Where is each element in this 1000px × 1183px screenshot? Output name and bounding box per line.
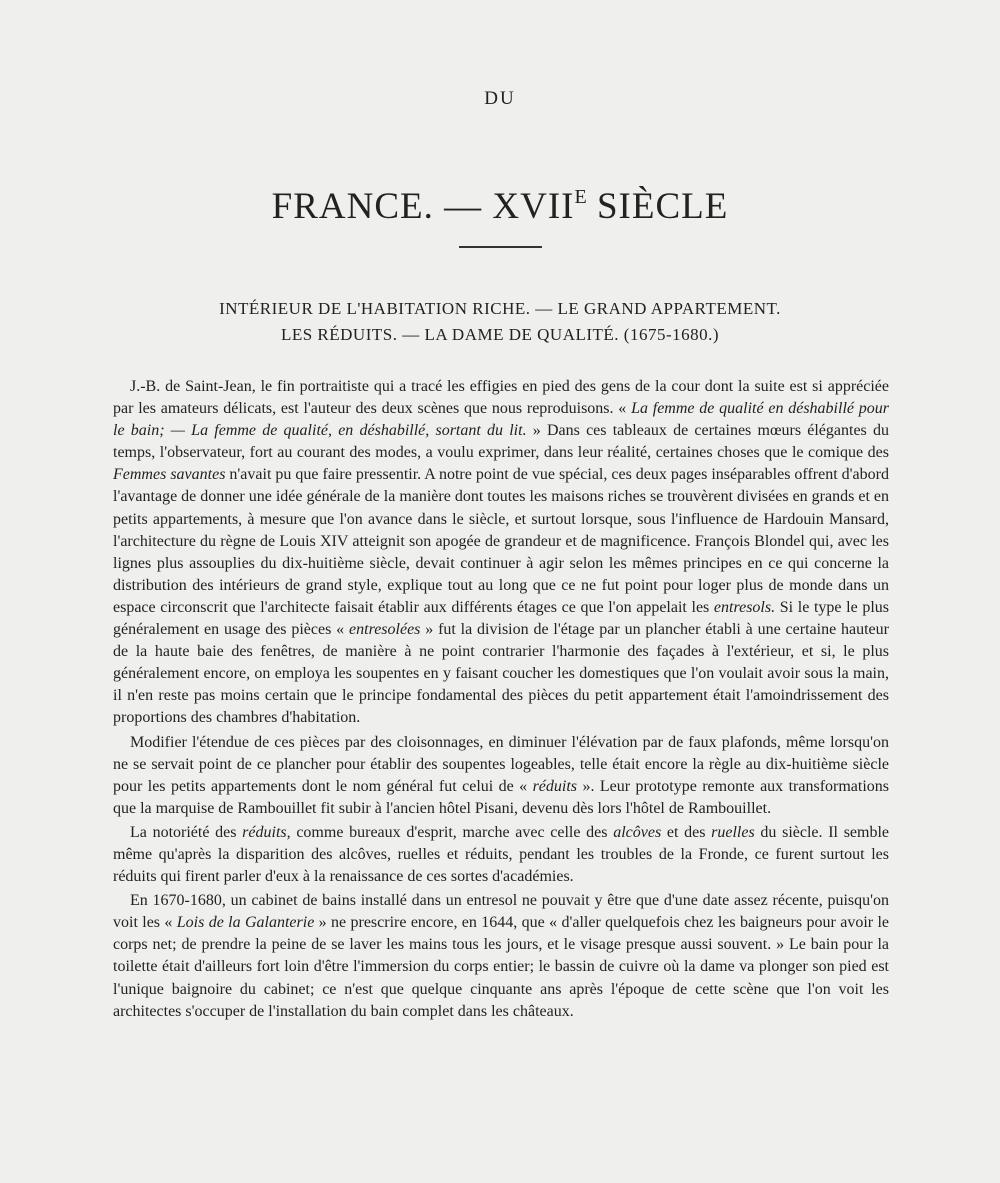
text-run: » Dans ces tableaux de certaines mœurs élégantes du temps, l'observateur, fort au courant des modes, a voulu exprimer, dans leur réalité, certaines choses que le comique des xyxy=(113,422,889,462)
italic-run: Femmes savantes xyxy=(113,466,226,484)
paragraph-2 xyxy=(113,732,889,820)
italic-run: entresols. xyxy=(713,598,776,616)
italic-run: ruelles xyxy=(711,823,755,841)
title-divider xyxy=(459,246,542,248)
body-text xyxy=(113,376,889,1023)
text-run: » fut la division de l'étage par un plancher établi à une certaine hauteur de la haute baie des fenêtres, de manière à ne point contrarier l'harmonie des façades à l'extérieur, et si, le plus généralement encore, on employa les soupentes en y faisant coucher les domestiques que l'on voulait avoir sous la main, il n'en reste pas moins certain que le principe fondamental des pièces du petit appartement était l'amoindrissement des proportions des chambres d'habitation. xyxy=(113,621,889,727)
title-end: SIÈCLE xyxy=(586,185,729,227)
italic-run: réduits xyxy=(532,777,578,795)
text-run: et des xyxy=(661,823,712,841)
italic-run: entresolées xyxy=(349,621,421,639)
subtitle-line-2: LES RÉDUITS. — LA DAME DE QUALITÉ. (1675-1680.) xyxy=(280,325,720,344)
paragraph-4 xyxy=(113,890,889,1023)
text-run: La notoriété des xyxy=(130,823,243,841)
text-run: ». Leur prototype remonte aux transformations que la marquise de Rambouillet fit subir à l'ancien hôtel Pisani, devenu dès lors l'hôtel de Rambouillet. xyxy=(113,777,890,817)
text-run: n'avait pu que faire pressentir. A notre point de vue spécial, ces deux pages inséparables offrent d'abord l'avantage de donner une idée générale de la manière dont toutes les maisons riches se trouvèrent divisées en grands et en petits appartements, à mesure que l'on avance dans le siècle, et surtout lorsque, sous l'influence de Hardouin Mansard, l'architecture du règne de Louis XIV atteignit son apogée de grandeur et de magnificence. François Blondel qui, avec les lignes plus assouplies du dix-huitième siècle, devait continuer à agir selon les mêmes principes en ce qui concerne la distribution des intérieurs de grand style, explique tout au long que ce ne fut point pour loger plus de monde dans un espace circonscrit que l'architecte faisait établir aux différents étages ce que l'on appelait les xyxy=(113,466,889,616)
text-run: du siècle. Il semble même qu'après la disparition des alcôves, ruelles et réduits, pendant les troubles de la Fronde, ce furent surtout les réduits qui firent parler d'eux à la renaissance de ces sortes d'académies. xyxy=(113,823,890,886)
text-run: Modifier l'étendue de ces pièces par des cloisonnages, en diminuer l'élévation par de faux plafonds, même lorsqu'on ne se servait point de ce plancher pour établir des soupentes logeables, telle était encore la règle au dix-huitième siècle pour les petits appartements dont le nom général fut celui de « xyxy=(113,733,889,795)
paragraph-3 xyxy=(113,822,889,888)
subtitle-line-1: INTÉRIEUR DE L'HABITATION RICHE. — LE GRAND APPARTEMENT. xyxy=(219,299,781,318)
text-run: Si le type le plus généralement en usage des pièces « xyxy=(113,598,890,639)
text-run: J.-B. de Saint-Jean, le fin portraitiste qui a tracé les effigies en pied des gens de la cour dont la suite est si appréciée par les amateurs délicats, est l'auteur des deux scènes que nous reproduisons. « xyxy=(113,378,889,418)
text-run: comme bureaux d'esprit, marche avec celle des xyxy=(290,823,614,841)
title-superscript: E xyxy=(574,185,587,208)
text-run: » ne prescrire encore, en 1644, que « d'aller quelquefois chez les baigneurs pour avoir le corps net; de prendre la peine de se laver les mains tous les jours, et le visage presque aussi souvent. » Le bain pour la toilette était d'ailleurs fort loin d'être l'immersion du corps entier; le bassin de cuivre où la dame va plonger son pied est l'unique baignoire du cabinet; ce n'est que quelque cinquante ans après l'époque de cette scène que l'on voit les architectes s'occuper de l'installation du bain complet dans les châteaux. xyxy=(113,914,889,1020)
paragraph-1 xyxy=(113,376,889,730)
italic-run: alcôves xyxy=(613,823,662,841)
italic-run: Lois de la Galanterie xyxy=(176,914,315,932)
header-du: DU xyxy=(484,88,516,109)
title-main: FRANCE. — XVII xyxy=(271,185,575,227)
italic-run: La femme de qualité en déshabillé pour le bain; — La femme de qualité, en déshabillé, sortant du lit. xyxy=(113,400,889,440)
text-run: En 1670-1680, un cabinet de bains installé dans un entresol ne pouvait y être que d'une date assez récente, puisqu'on voit les « xyxy=(113,892,889,932)
italic-run: réduits, xyxy=(242,823,291,841)
page-title xyxy=(0,185,1000,228)
